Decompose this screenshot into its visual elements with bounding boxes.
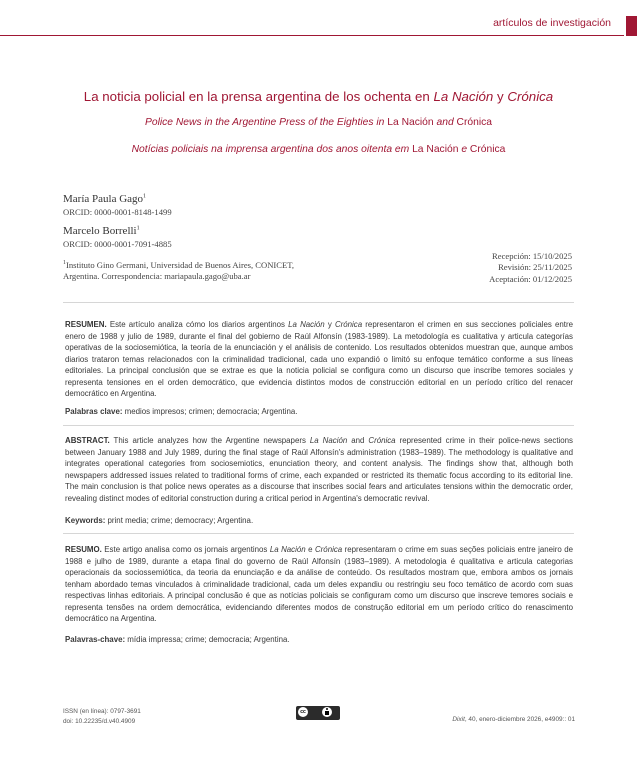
divider [63,302,574,303]
submission-dates [489,251,572,285]
issn: ISSN (en línea): 0797-3691 [63,708,141,715]
citation: Dixit, 40, enero-diciembre 2026, e4909:: 01 [452,716,575,723]
date-reviewed: Revisión: 25/11/2025 [498,262,572,273]
author-name: María Paula Gago$^1$ [63,193,147,205]
header-accent-block [626,16,637,36]
title-portuguese: Notícias policiais na imprensa argentina dos anos oitenta em La Nación e Crónica [131,144,506,155]
date-received: Recepción: 15/10/2025 [492,251,572,261]
title-spanish: La noticia policial en la prensa argentina de los ochenta en La Nación y Crónica [83,89,554,104]
abstract-english: ABSTRACT. This article analyzes how the Argentine newspapers La Nación and Crónica represented crime in their police-news sections between January 1988 and July 1989, during the final stage of Raúl Alfonsín's administration (1983–1989). The methodology is qualitative and integrates operational categories from sociosemiotics, enunciation theory, and content analysis. The findings show that, although both newspapers addressed issues related to traditional forms of crime, each expanded or restricted its thematic focus according to its editorial line. The main conclusion is that police news operates as a discourse that inscribes social fears and articulates tensions within the democratic order, revealing distinct modes of editorial construction during a critical period in Argentina's democratic revival. [65,436,573,503]
footer-identifiers [63,707,141,726]
author-orcid[interactable]: ORCID: 0000-0001-8148-1499 [63,207,172,217]
divider [63,533,574,534]
divider [63,425,574,426]
author-orcid[interactable]: ORCID: 0000-0001-7091-4885 [63,239,172,249]
abstract-spanish: RESUMEN. Este artículo analiza cómo los diarios argentinos La Nación y Crónica representaron el crimen en sus secciones policiales entre enero de 1988 y julio de 1989, durante el final del gobierno de Raúl Alfonsín (1983-1989). La metodología es cualitativa y articula categorías operativas de la sociosemiótica, la teoría de la enunciación y el análisis de contenido. Los resultados obtenidos muestran que, aunque ambos diarios trataron temas relacionados con la criminalidad tradicional, cada uno expandió o limitó su enfoque temático conforme a sus líneas editoriales. La principal conclusión que se extrae es que la noticia policial se configura como un discurso que inscribe temores sociales y representa tensiones en el orden democrático, que evidencia distintos modos de construcción editorial en un período crítico del renacer democrático en Argentina. [65,320,573,399]
author-name: Marcelo Borrelli$^1$ [63,225,140,237]
doi-link[interactable]: doi: 10.22235/d.v40.4909 [63,717,136,725]
abstract-portuguese: RESUMO. Este artigo analisa como os jornais argentinos La Nación e Crónica representaram o crime em suas seções policiais entre janeiro de 1988 e julho de 1989, durante a etapa final do governo de Raúl Alfonsín (1983–1989). A metodologia é qualitativa e articula categorias operacionais da sociossemiótica, da teoria da enunciação e da análise de conteúdo. Os resultados mostram que, embora ambos os jornais tenham abordado temas vinculados à criminalidade tradicional, cada um deles expandiu ou restringiu seu foco temático de acordo com suas respectivas linhas editoriais. A principal conclusão é que as notícias policiais se configuram como um discurso que inscreve temores sociais e representa tensões na ordem democrática, evidenciando diferentes modos de construção editorial em um período crítico do renascimento democrático na Argentina. [65,545,574,624]
keywords-english: Keywords: print media; crime; democracy; Argentina. [65,516,254,525]
section-label: artículos de investigación [493,17,611,29]
cc-icon: cc [298,707,308,717]
keywords-spanish: Palabras clave: medios impresos; crimen; democracia; Argentina. [65,407,298,416]
cc-by-icon[interactable] [296,706,340,720]
title-english: Police News in the Argentine Press of the Eighties in La Nación and Crónica [144,117,493,128]
affiliation: $^1$Instituto Gino Germani, Universidad de Buenos Aires, CONICET, Argentina. Correspondencia: mariapaula.gago@uba.ar [63,260,295,282]
date-accepted: Aceptación: 01/12/2025 [489,273,572,284]
by-icon [322,707,332,717]
header-rule [0,35,624,36]
keywords-portuguese: Palavras-chave: mídia impressa; crime; democracia; Argentina. [65,635,290,644]
